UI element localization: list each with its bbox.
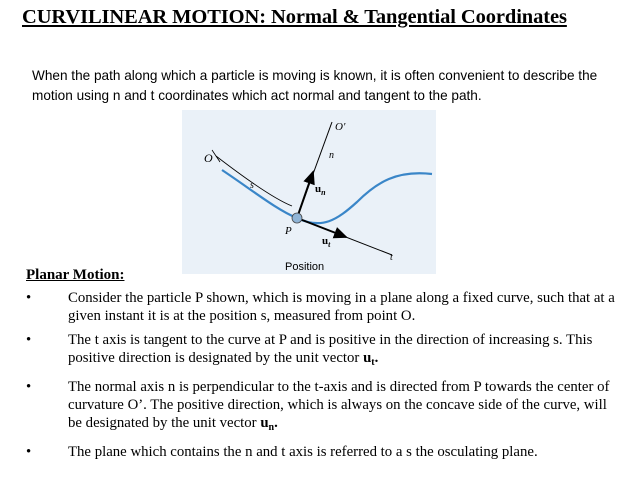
bullet-tail: .	[274, 415, 278, 431]
label-ut: u	[322, 235, 329, 247]
section-heading: Planar Motion:	[26, 267, 125, 283]
bullet-tail: .	[374, 350, 379, 366]
bullet-item	[22, 443, 622, 461]
label-O: O	[204, 151, 213, 165]
un-vector	[297, 172, 313, 218]
bullet-dot: •	[26, 290, 32, 306]
bullet-dot: •	[26, 444, 32, 460]
bullet-text: The normal axis n is perpendicular to the t-axis and is directed from P towards the center of curvature O’. The positive direction, which is always on the concave side of the curve, will be designated by the unit vector	[68, 379, 610, 431]
label-un: u	[315, 183, 322, 195]
label-O-prime: O'	[335, 121, 346, 133]
svg-text:ut	[322, 235, 331, 249]
particle-P	[292, 213, 302, 223]
label-n: n	[329, 150, 334, 161]
bullet-text: Consider the particle P shown, which is moving in a plane along a fixed curve, such that at a given instant it is at the position s, measured from point O.	[68, 290, 615, 324]
s-arc	[216, 156, 292, 206]
unit-vector-ut-sub: t	[371, 357, 375, 368]
position-figure	[182, 110, 436, 274]
label-t: t	[390, 252, 393, 263]
label-s: s	[250, 180, 254, 191]
figure-caption: Position	[285, 261, 325, 273]
unit-vector-un: u	[260, 415, 269, 431]
curve-diagram	[182, 110, 436, 274]
intro-paragraph: When the path along which a particle is moving is known, it is often convenient to describe the motion using n and t coordinates which act normal and tangent to the path.	[32, 68, 598, 103]
svg-text:un	[315, 183, 326, 197]
bullet-dot: •	[26, 379, 32, 395]
unit-vector-ut: u	[363, 350, 372, 366]
bullet-text: The t axis is tangent to the curve at P and is positive in the direction of increasing s. This positive direction is designated by the unit vector	[68, 332, 593, 366]
slide-title: CURVILINEAR MOTION: Normal & Tangential Coordinates	[22, 6, 567, 28]
label-un-sub: n	[321, 188, 326, 197]
bullet-list	[22, 289, 622, 467]
unit-vector-un-sub: n	[268, 422, 275, 433]
bullet-dot: •	[26, 332, 32, 348]
path-curve	[222, 170, 432, 223]
label-ut-sub: t	[328, 240, 331, 249]
bullet-text: The plane which contains the n and t axis is referred to a s the osculating plane.	[68, 444, 538, 460]
label-P: P	[285, 225, 292, 237]
bullet-item	[22, 289, 622, 325]
bullet-item	[22, 331, 622, 372]
bullet-item	[22, 378, 622, 437]
